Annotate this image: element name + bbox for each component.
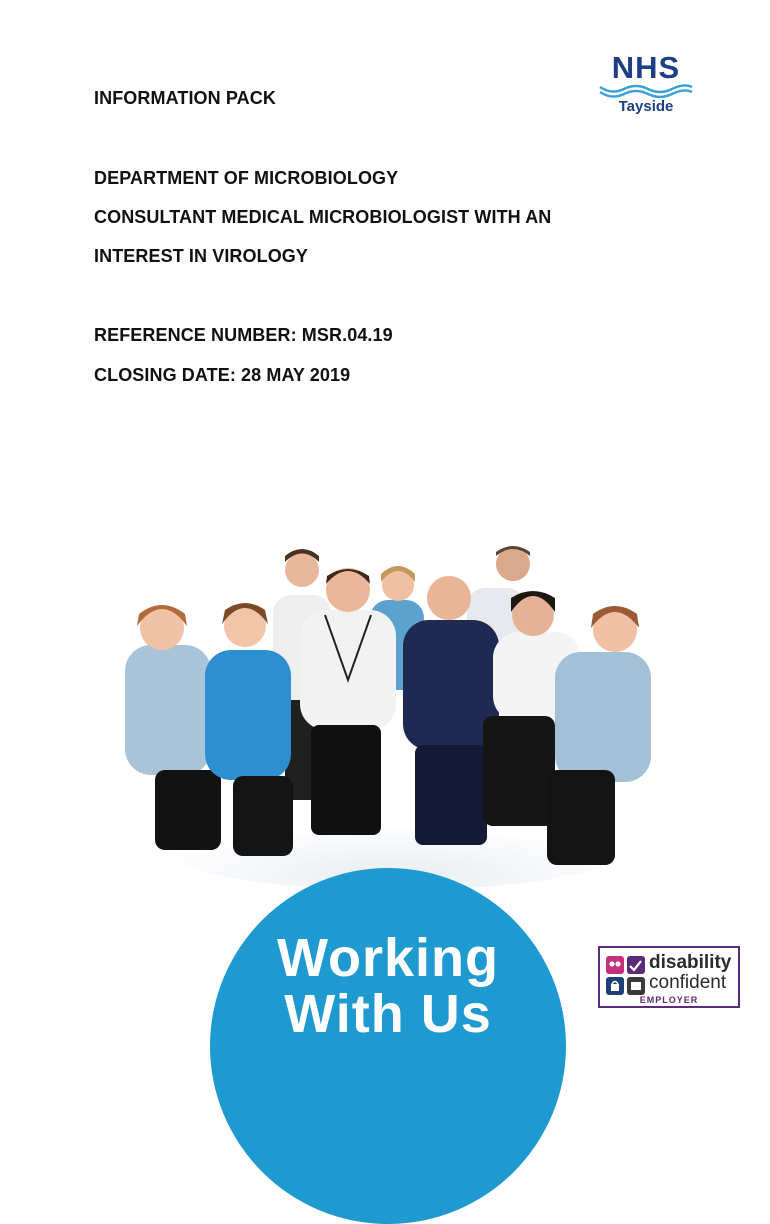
- information-pack-label: INFORMATION PACK: [94, 88, 276, 108]
- nhs-logo-region: Tayside: [618, 98, 674, 115]
- reference-number: REFERENCE NUMBER: MSR.04.19: [94, 325, 393, 345]
- working-with-us-banner: [210, 868, 566, 1224]
- wave-icon: [598, 82, 694, 98]
- banner-line-2: With Us: [284, 984, 492, 1044]
- role-title-line-2: INTEREST IN VIROLOGY: [94, 246, 309, 266]
- badge-word-confident: confident: [649, 972, 727, 993]
- nhs-logo-word: NHS: [611, 50, 681, 85]
- badge-word-employer: EMPLOYER: [639, 995, 699, 1005]
- department-title: DEPARTMENT OF MICROBIOLOGY: [94, 168, 399, 188]
- banner-line-1: Working: [277, 928, 499, 988]
- role-title-line-1: CONSULTANT MEDICAL MICROBIOLOGIST WITH AN: [94, 207, 552, 227]
- disability-confident-icon: [606, 956, 646, 996]
- nhs-tayside-logo: [594, 52, 698, 118]
- staff-group-photo: [115, 540, 675, 900]
- disability-confident-badge: [598, 946, 740, 1008]
- badge-word-disability: disability: [649, 952, 732, 973]
- closing-date: CLOSING DATE: 28 MAY 2019: [94, 365, 351, 385]
